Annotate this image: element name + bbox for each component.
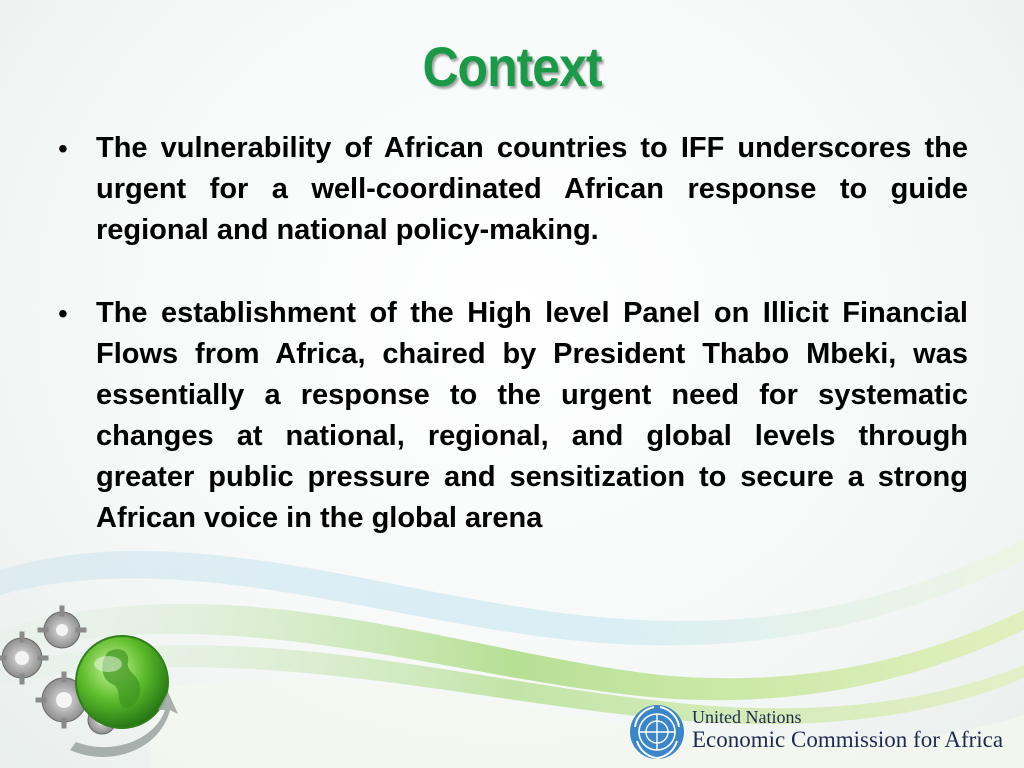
bullet-marker: • — [58, 298, 68, 329]
bullet-text: The establishment of the High level Panel on Illicit Financial Flows from Africa, chaired by President Thabo Mbeki, was essentially a response to the urgent need for systematic changes at national, regional, and global levels through greater public pressure and sensitization to secure a strong African voice in the global arena — [96, 297, 968, 534]
slide-title: Context — [422, 35, 602, 99]
globe-gears-icon — [0, 600, 200, 768]
bullet-item — [56, 293, 968, 539]
bullet-text: The vulnerability of African countries to IFF underscores the urgent for a well-coordinated African response to guide regional and national policy-making. — [96, 132, 968, 246]
un-emblem-icon — [628, 703, 686, 761]
bullet-item — [56, 128, 968, 251]
bullet-list — [56, 128, 968, 581]
bullet-marker: • — [58, 133, 68, 164]
org-name — [692, 707, 1003, 752]
org-name-line2: Economic Commission for Africa — [692, 727, 1004, 752]
org-name-line1: United Nations — [692, 707, 802, 727]
